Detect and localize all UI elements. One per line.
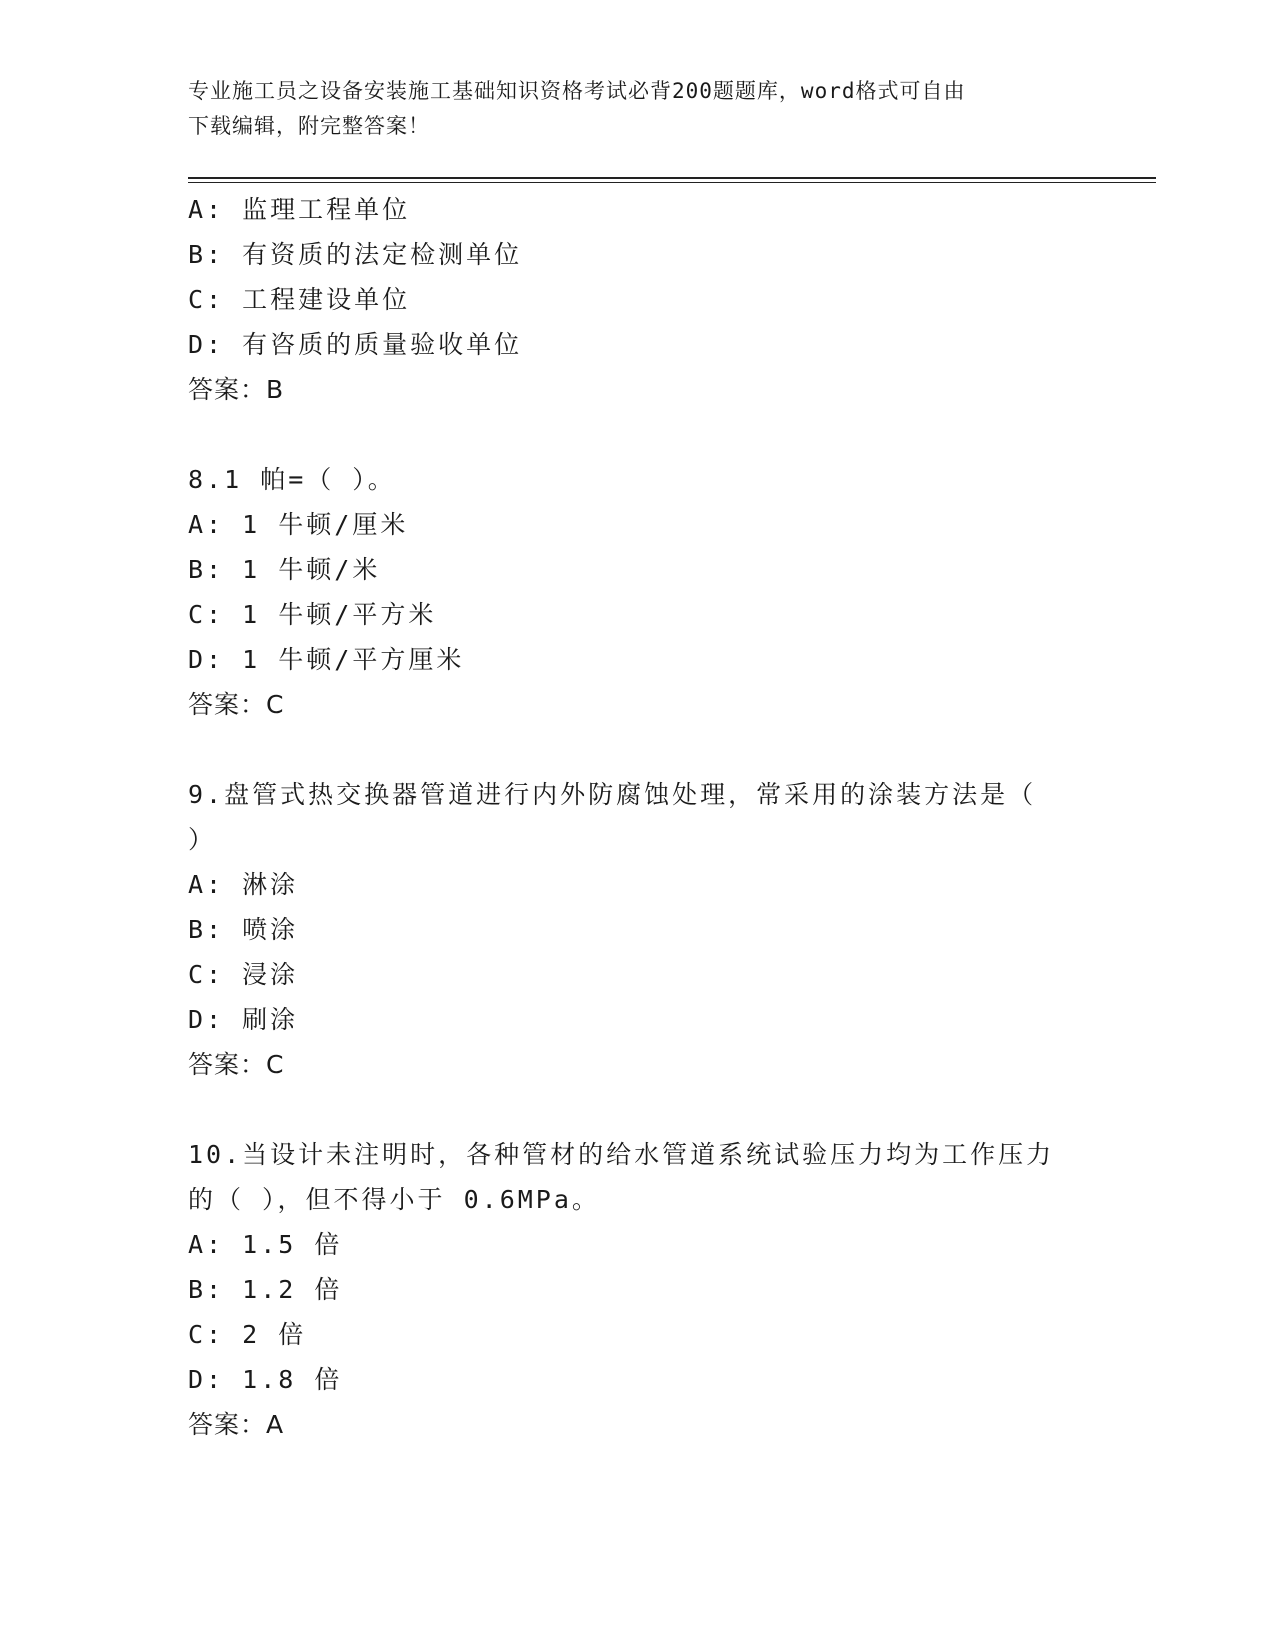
q9-option-a: A: 淋涂 — [188, 870, 299, 899]
q9-stem-line-1: 9.盘管式热交换器管道进行内外防腐蚀处理，常采用的涂装方法是（ — [188, 780, 1037, 809]
q10-option-c: C: 2 倍 — [188, 1320, 307, 1349]
q9-answer: 答案：C — [188, 1050, 285, 1079]
q7-option-d: D: 有咨质的质量验收单位 — [188, 330, 523, 359]
document-header — [188, 74, 1088, 144]
q8-option-a: A: 1 牛顿/厘米 — [188, 510, 409, 539]
q8-option-b: B: 1 牛顿/米 — [188, 555, 381, 584]
q8-option-c: C: 1 牛顿/平方米 — [188, 600, 437, 629]
header-line-2: 下载编辑，附完整答案！ — [188, 114, 430, 138]
q9-option-b: B: 喷涂 — [188, 915, 299, 944]
q9-stem-line-2: ） — [188, 825, 217, 854]
q7-option-c: C: 工程建设单位 — [188, 285, 411, 314]
q7-option-b: B: 有资质的法定检测单位 — [188, 240, 523, 269]
q10-option-b: B: 1.2 倍 — [188, 1275, 343, 1304]
q10-option-d: D: 1.8 倍 — [188, 1365, 343, 1394]
q7-option-a: A: 监理工程单位 — [188, 195, 411, 224]
q10-answer: 答案：A — [188, 1410, 285, 1439]
header-divider — [188, 177, 1156, 183]
q10-option-a: A: 1.5 倍 — [188, 1230, 343, 1259]
q10-stem-line-2: 的（ ），但不得小于 0.6MPa。 — [188, 1185, 600, 1214]
q8-option-d: D: 1 牛顿/平方厘米 — [188, 645, 465, 674]
q9-option-d: D: 刷涂 — [188, 1005, 299, 1034]
q7-answer: 答案：B — [188, 375, 285, 404]
q9-option-c: C: 浸涂 — [188, 960, 299, 989]
q8-answer: 答案：C — [188, 690, 285, 719]
header-line-1: 专业施工员之设备安装施工基础知识资格考试必背200题题库，word格式可自由 — [188, 79, 966, 103]
q10-stem-line-1: 10.当设计未注明时，各种管材的给水管道系统试验压力均为工作压力 — [188, 1140, 1055, 1169]
q8-stem: 8.1 帕=（ ）。 — [188, 465, 396, 494]
